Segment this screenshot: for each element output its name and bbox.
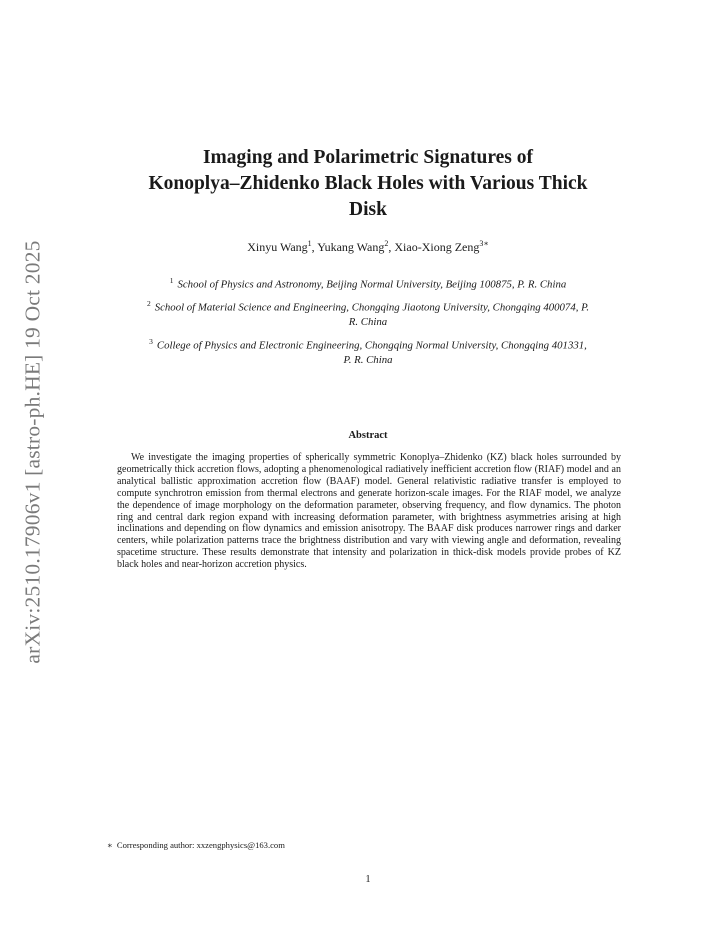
affiliation-line xyxy=(84,274,652,292)
affiliation-mark: 3 xyxy=(149,337,153,346)
affiliation-line: R. China xyxy=(348,316,388,329)
arxiv-identifier-stamp: arXiv:2510.17906v1 [astro-ph.HE] 19 Oct 2025 xyxy=(20,240,45,664)
abstract-body: We investigate the imaging properties of spherically symmetric Konoplya–Zhidenko (KZ) black holes surrounded by geometrically thick accretion flows, adopting a phenomenological radiatively inefficient accretion flow (RIAF) model and an analytical ballistic approximation accretion flow (BAAF) model. General relativistic radiative transfer is employed to compute synchrotron emission from thermal electrons and generate horizon-scale images. For the RIAF model, we analyze the dependence of image morphology on the deformation parameter, observing frequency, and flow dynamics. The photon ring and central dark region expand with increasing deformation parameter, with brightness asymmetries arising at high inclinations and depending on flow dynamics and emission anisotropy. The BAAF disk produces narrower rings and darker centers, while polarization patterns trace the brightness distribution and vary with viewing angle and deformation, revealing spacetime structure. These results demonstrate that intensity and polarization in thick-disk models provide probes of KZ black holes and near-horizon accretion physics. xyxy=(117,452,621,571)
affiliation-text: School of Physics and Astronomy, Beijing Normal University, Beijing 100875, P. R. China xyxy=(177,278,567,291)
affiliation-line: P. R. China xyxy=(343,354,393,367)
author-separator: , xyxy=(388,240,395,254)
author-name: Xiao-Xiong Zeng xyxy=(394,240,480,254)
paper-title xyxy=(90,145,646,223)
author-separator: , xyxy=(311,240,318,254)
affiliation-line xyxy=(84,335,652,353)
affiliation-2 xyxy=(84,297,652,330)
affiliation-3 xyxy=(84,335,652,368)
author-affiliation-mark: 1 xyxy=(307,239,312,248)
abstract-heading: Abstract xyxy=(348,430,388,441)
author-affiliation-mark: 2 xyxy=(384,239,389,248)
affiliation-text: College of Physics and Electronic Engineering, Chongqing Normal University, Chongqing 401331, xyxy=(156,339,587,352)
title-line-3: Disk xyxy=(349,199,387,220)
author-name: Xinyu Wang xyxy=(247,240,308,254)
affiliation-text: School of Material Science and Engineering, Chongqing Jiaotong University, Chongqing 400074, P. xyxy=(154,301,590,314)
title-line-2: Konoplya–Zhidenko Black Holes with Various Thick xyxy=(148,173,588,194)
affiliation-mark: 1 xyxy=(169,276,174,285)
affiliation-1 xyxy=(84,274,652,292)
affiliation-line xyxy=(84,297,652,315)
title-line-1: Imaging and Polarimetric Signatures of xyxy=(202,147,534,168)
footnote-text: Corresponding author: xxzengphysics@163.com xyxy=(116,840,285,850)
author-list xyxy=(90,239,646,255)
affiliation-mark: 2 xyxy=(146,299,151,308)
author-name: Yukang Wang xyxy=(317,240,385,254)
footnote-mark: ∗ xyxy=(107,840,113,850)
corresponding-author-footnote xyxy=(107,840,285,851)
author-affiliation-mark: 3∗ xyxy=(479,239,489,248)
page-number: 1 xyxy=(365,874,371,885)
